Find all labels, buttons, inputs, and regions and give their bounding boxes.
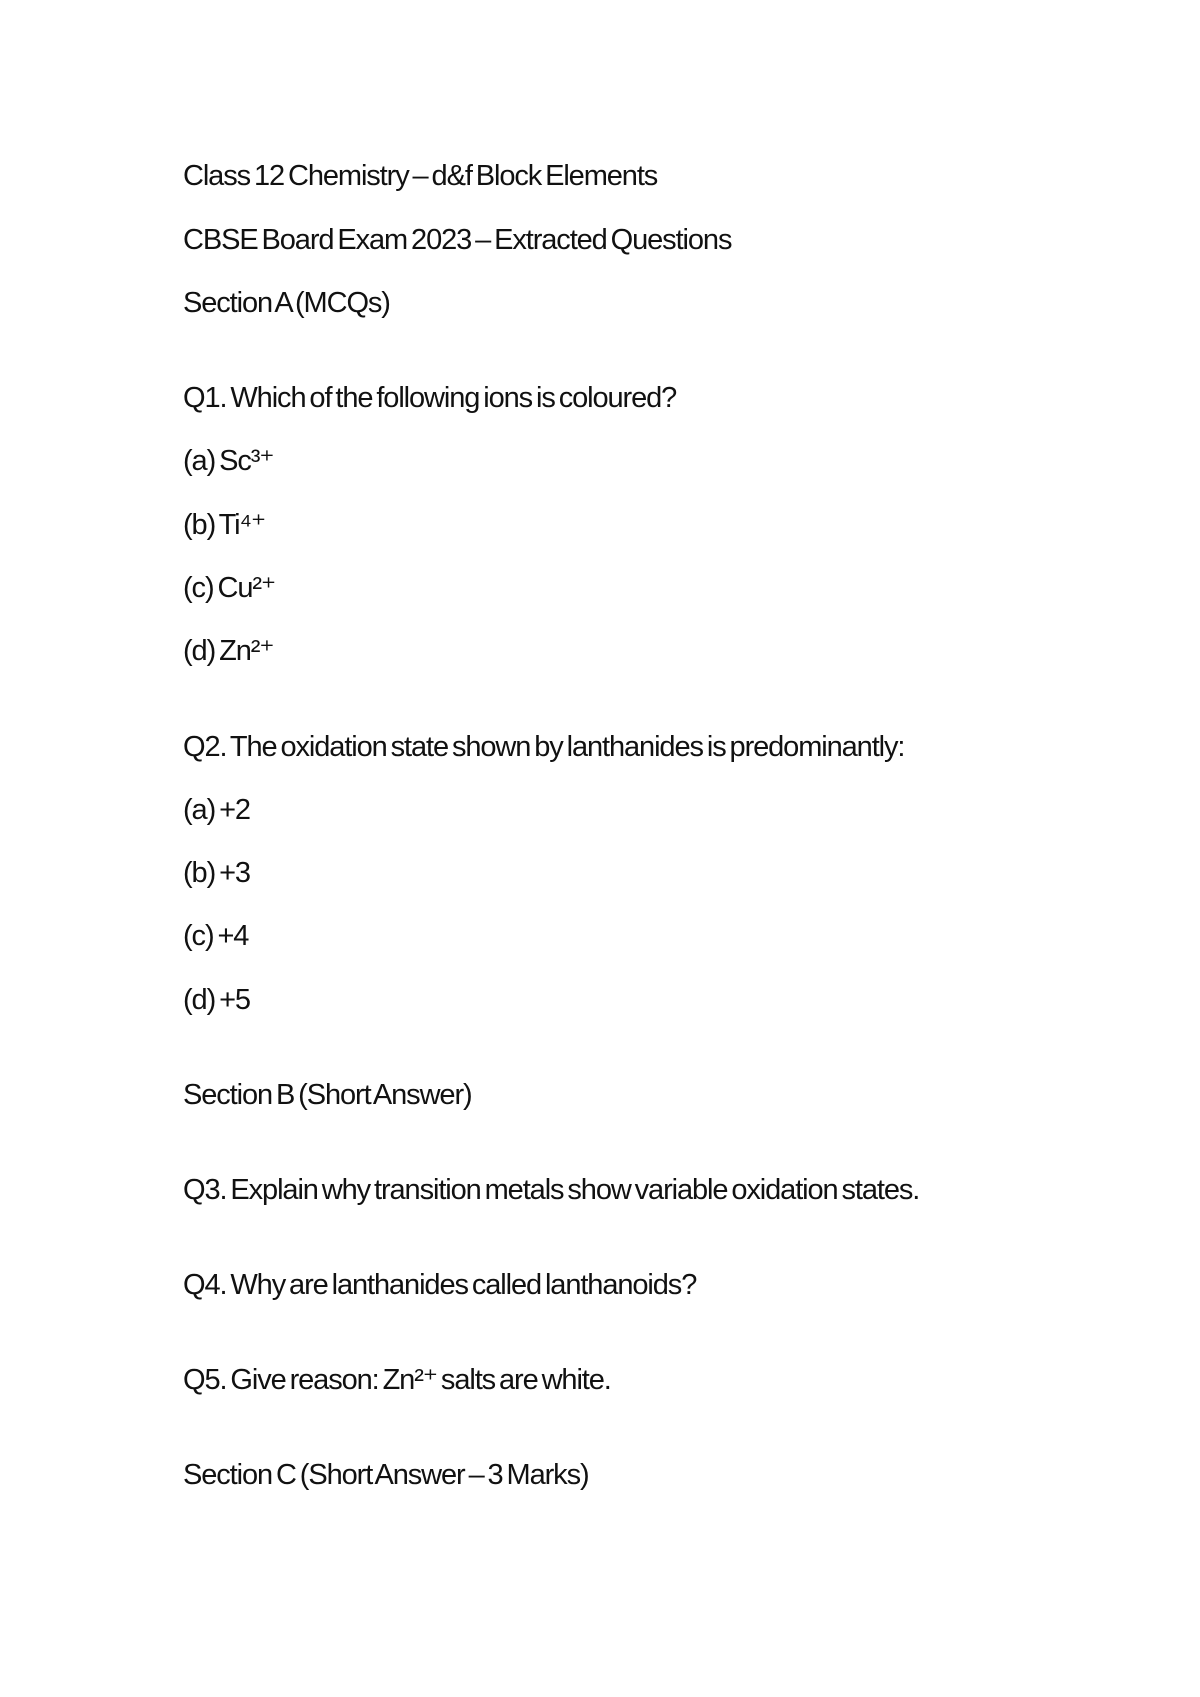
question-1: Q1. Which of the following ions is coloured? [183, 382, 677, 414]
document-subtitle: CBSE Board Exam 2023 – Extracted Questions [183, 224, 732, 256]
q1-option-c: (c) Cu²⁺ [183, 572, 276, 604]
q1-option-d: (d) Zn²⁺ [183, 635, 274, 667]
section-a-heading: Section A (MCQs) [183, 287, 390, 319]
q2-option-b: (b) +3 [183, 857, 250, 889]
q1-option-a: (a) Sc³⁺ [183, 445, 274, 477]
question-4: Q4. Why are lanthanides called lanthanoids? [183, 1269, 697, 1301]
question-2: Q2. The oxidation state shown by lanthanides is predominantly: [183, 731, 905, 763]
q1-option-b: (b) Ti⁴⁺ [183, 509, 266, 541]
section-c-heading: Section C (Short Answer – 3 Marks) [183, 1459, 589, 1491]
q2-option-c: (c) +4 [183, 920, 249, 952]
q2-option-a: (a) +2 [183, 794, 250, 826]
q2-option-d: (d) +5 [183, 984, 250, 1016]
section-b-heading: Section B (Short Answer) [183, 1079, 472, 1111]
question-5: Q5. Give reason: Zn²⁺ salts are white. [183, 1364, 611, 1396]
document-title: Class 12 Chemistry – d&f Block Elements [183, 160, 658, 192]
question-3: Q3. Explain why transition metals show variable oxidation states. [183, 1174, 920, 1206]
